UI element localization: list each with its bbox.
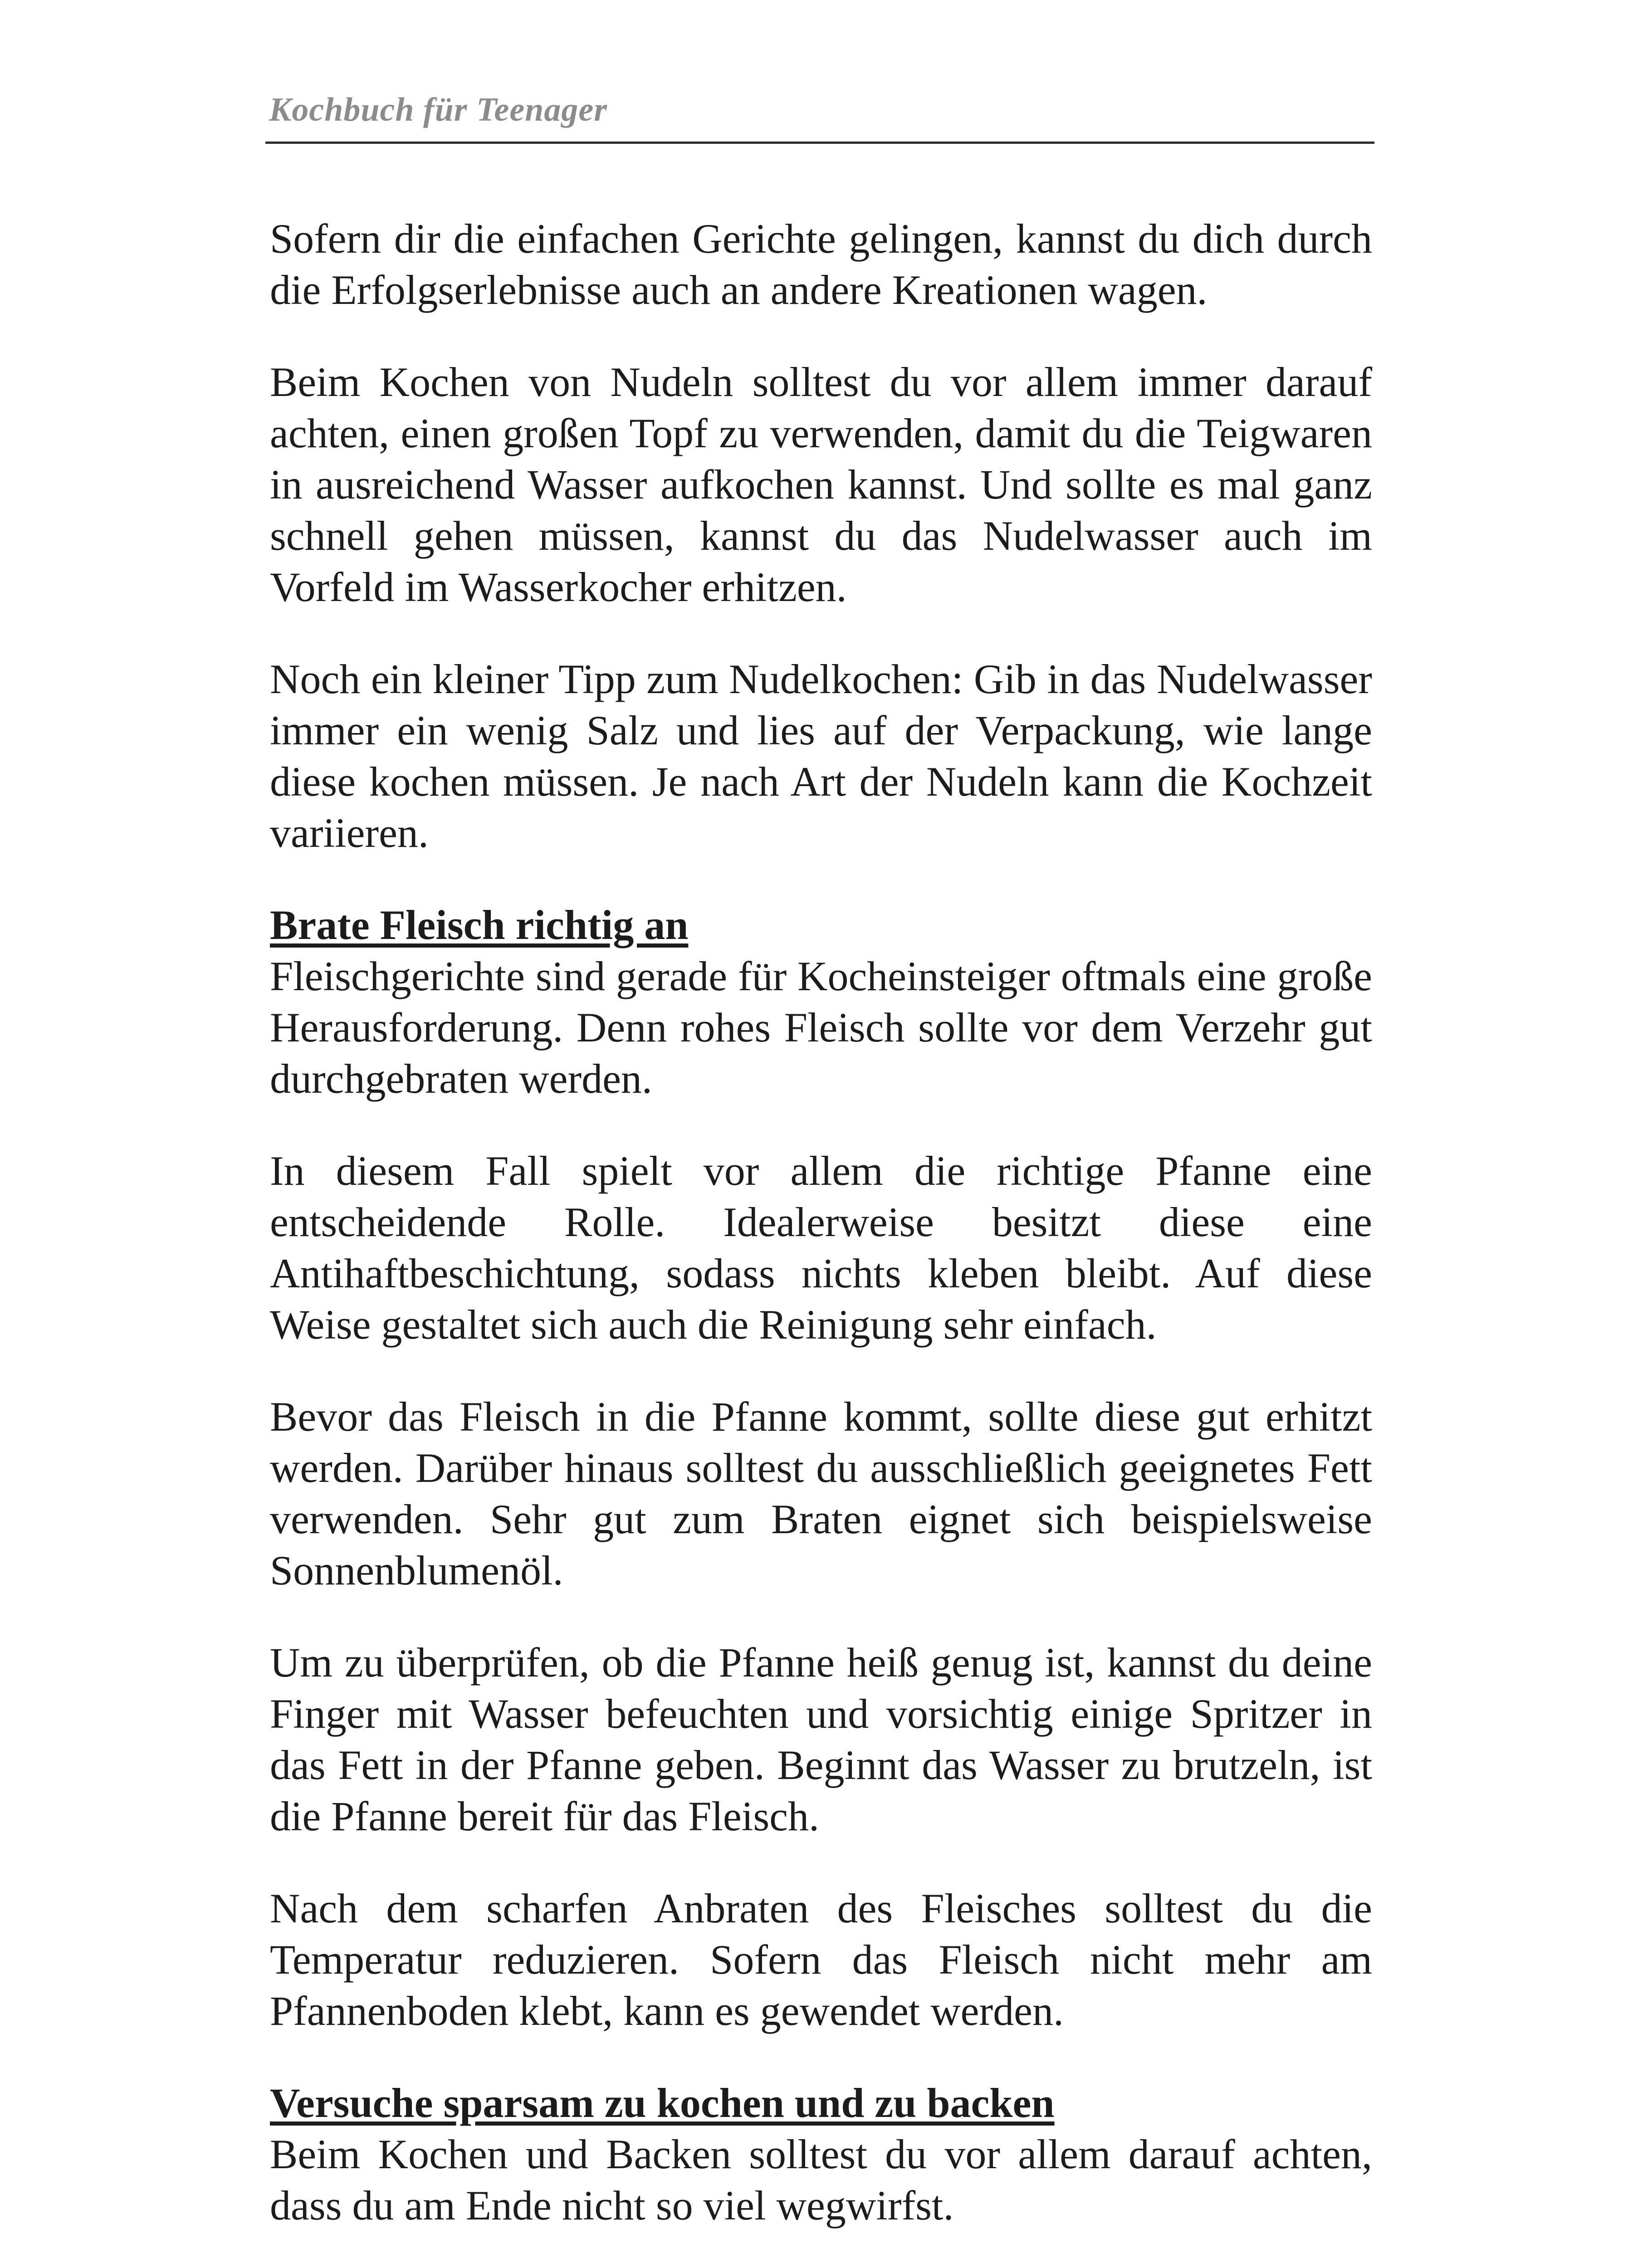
paragraph: Beim Kochen und Backen solltest du vor allem darauf achten, dass du am Ende nicht so viel wegwirfst. — [270, 2131, 1372, 2229]
section-heading-saving: Versuche sparsam zu kochen und zu backen — [270, 2080, 1055, 2126]
paragraph: Beim Kochen von Nudeln solltest du vor allem immer darauf achten, einen großen Topf zu verwenden, damit du die Teigwaren in ausreichend Wasser aufkochen kannst. Und sollte es mal ganz schnell gehen müssen, kannst du das Nudelwasser auch im Vorfeld im Wasserkocher erhitzen. — [270, 359, 1372, 610]
paragraph: Um zu überprüfen, ob die Pfanne heiß genug ist, kannst du deine Finger mit Wasser befeuchten und vorsichtig einige Spritzer in das Fett in der Pfanne geben. Beginnt das Wasser zu brutzeln, ist die Pfanne bereit für das Fleisch. — [270, 1639, 1372, 1839]
running-header-title: Kochbuch für Teenager — [269, 91, 608, 128]
page-content — [270, 213, 1372, 2268]
header-divider — [265, 142, 1374, 144]
paragraph: Noch ein kleiner Tipp zum Nudelkochen: Gib in das Nudelwasser immer ein wenig Salz und lies auf der Verpackung, wie lange diese kochen müssen. Je nach Art der Nudeln kann die Kochzeit variieren. — [270, 656, 1372, 856]
paragraph: In diesem Fall spielt vor allem die richtige Pfanne eine entscheidende Rolle. Idealerweise besitzt diese eine Antihaftbeschichtung, sodass nichts kleben bleibt. Auf diese Weise gestaltet sich auch die Reinigung sehr einfach. — [270, 1148, 1372, 1348]
paragraph: Sofern dir die einfachen Gerichte gelingen, kannst du dich durch die Erfolgserlebnisse auch an andere Kreationen wagen. — [270, 215, 1372, 313]
section-heading-meat: Brate Fleisch richtig an — [270, 902, 689, 948]
paragraph: Bevor das Fleisch in die Pfanne kommt, sollte diese gut erhitzt werden. Darüber hinaus solltest du ausschließlich geeignetes Fett verwenden. Sehr gut zum Braten eignet sich beispielsweise Sonnenblumenöl. — [270, 1393, 1372, 1593]
paragraph: Fleischgerichte sind gerade für Kocheinsteiger oftmals eine große Herausforderung. Denn rohes Fleisch sollte vor dem Verzehr gut durchgebraten werden. — [270, 953, 1372, 1102]
paragraph: Nach dem scharfen Anbraten des Fleisches solltest du die Temperatur reduzieren. Sofern das Fleisch nicht mehr am Pfannenboden klebt, kann es gewendet werden. — [270, 1885, 1372, 2034]
